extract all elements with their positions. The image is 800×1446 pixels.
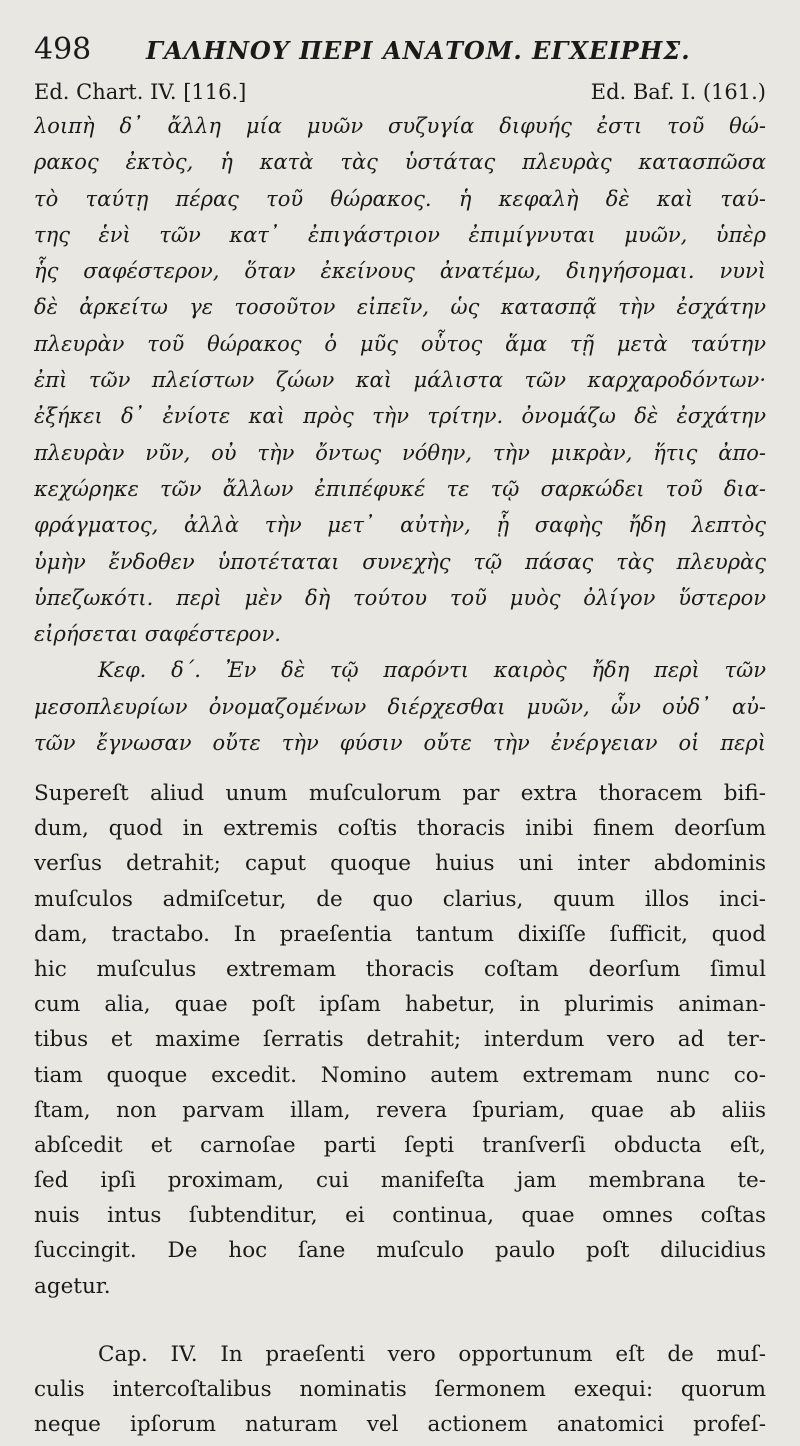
latin-chapter-heading-line: Cap. IV. In praeſenti vero opportunum eſt de muſ-: [98, 1341, 766, 1367]
latin-line: neque ipſorum naturam vel actionem anatomici profeſ-: [34, 1412, 766, 1438]
latin-line: verſus detrahit; caput quoque huius uni inter abdominis: [34, 851, 766, 877]
latin-line: tibus et maxime ſerratis detrahit; interdum vero ad ter-: [34, 1027, 766, 1053]
greek-line: ρακος ἐκτὸς, ἡ κατὰ τὰς ὑστάτας πλευρὰς κατασπῶσα: [34, 150, 766, 175]
greek-line: κεχώρηκε τῶν ἄλλων ἐπιπέφυκέ τε τῷ σαρκώδει τοῦ δια-: [34, 476, 766, 501]
latin-line: ſtam, non parvam illam, revera ſpuriam, quae ab aliis: [34, 1097, 766, 1123]
greek-line: φράγματος, ἀλλὰ τὴν μετ᾽ αὐτὴν, ᾗ σαφὴς ἤδη λεπτὸς: [34, 513, 766, 538]
greek-line: λοιπὴ δ᾽ ἄλλη μία μυῶν συζυγία διφυής ἐστι τοῦ θώ-: [34, 114, 766, 138]
greek-line: εἰρήσεται σαφέστερον.: [34, 622, 281, 647]
greek-line: ἧς σαφέστερον, ὅταν ἐκείνους ἀνατέμω, διηγήσομαι. νυνὶ: [34, 259, 766, 284]
latin-line: hic muſculus extremam thoracis coſtam deorſum ſimul: [34, 956, 766, 982]
latin-line: cum alia, quae poſt ipſam habetur, in plurimis animan-: [34, 992, 766, 1018]
greek-line: ὑμὴν ἔνδοθεν ὑποτέταται συνεχὴς τῷ πάσας τὰς πλευρὰς: [34, 549, 766, 574]
latin-line: nuis intus ſubtenditur, ei continua, quae omnes coſtas: [34, 1203, 766, 1229]
greek-chapter-heading-line: Κεφ. δ΄. Ἐν δὲ τῷ παρόντι καιρὸς ἤδη περὶ τῶν: [98, 658, 766, 683]
latin-line: abſcedit et carnoſae parti ſepti tranſverſi obducta eſt,: [34, 1132, 766, 1158]
greek-line: δὲ ἀρκείτω γε τοσοῦτον εἰπεῖν, ὡς κατασπᾷ τὴν ἐσχάτην: [34, 295, 766, 320]
latin-line: tiam quoque excedit. Nomino autem extremam nunc co-: [34, 1062, 766, 1088]
greek-line: μεσοπλευρίων ὀνομαζομένων διέρχεσθαι μυῶν, ὧν οὐδ᾽ αὐ-: [34, 694, 766, 719]
running-head: [34, 30, 766, 70]
greek-line: της ἑνὶ τῶν κατ᾽ ἐπιγάστριον ἐπιμίγνυται μυῶν, ὑπὲρ: [34, 222, 766, 247]
latin-line: ſuccingit. De hoc ſane muſculo paulo poſt dilucidius: [34, 1238, 766, 1264]
latin-line: Supereſt aliud unum muſculorum par extra thoracem bifi-: [34, 781, 766, 806]
latin-line: ſed ipſi proximam, cui manifeſta jam membrana te-: [34, 1168, 766, 1194]
latin-text-block: [34, 776, 766, 1442]
edition-chart-reference: Ed. Chart. IV. [116.]: [34, 80, 247, 104]
greek-line: πλευρὰν νῦν, οὐ τὴν ὄντως νόθην, τὴν μικρὰν, ἥτις ἀπο-: [34, 440, 766, 465]
greek-line: ἐπὶ τῶν πλείστων ζώων καὶ μάλιστα τῶν καρχαροδόντων·: [34, 368, 766, 393]
greek-line: ὑπεζωκότι. περὶ μὲν δὴ τούτου τοῦ μυὸς ὀλίγον ὕστερον: [34, 585, 766, 610]
greek-line: τὸ ταύτῃ πέρας τοῦ θώρακος. ἡ κεφαλὴ δὲ καὶ ταύ-: [34, 186, 766, 211]
greek-line: ἐξήκει δ᾽ ἐνίοτε καὶ πρὸς τὴν τρίτην. ὀνομάζω δὲ ἐσχάτην: [34, 404, 766, 429]
edition-references: [34, 80, 766, 108]
paragraph-gap: [34, 1304, 766, 1337]
greek-line: τῶν ἔγνωσαν οὔτε τὴν φύσιν οὔτε τὴν ἐνέργειαν οἱ περὶ: [34, 731, 766, 756]
edition-basel-reference: Ed. Baf. I. (161.): [590, 80, 766, 104]
latin-line: dum, quod in extremis coſtis thoracis inibi finem deorſum: [34, 816, 766, 842]
latin-line: agetur.: [34, 1273, 111, 1299]
running-title: ΓΑΛΗΝΟΥ ΠΕΡΙ ΑΝΑΤΟΜ. ΕΓΧΕΙΡΗΣ.: [146, 36, 691, 65]
greek-text-block: [34, 108, 766, 761]
latin-line: culis intercoſtalibus nominatis ſermonem exequi: quorum: [34, 1377, 766, 1402]
page-number: 498: [34, 32, 92, 67]
greek-line: πλευρὰν τοῦ θώρακος ὁ μῦς οὗτος ἅμα τῇ μετὰ ταύτην: [34, 331, 766, 356]
latin-line: muſculos admiſcetur, de quo clarius, quum illos inci-: [34, 886, 766, 912]
latin-line: dam, tractabo. In praeſentia tantum dixiſſe ſufficit, quod: [34, 921, 766, 947]
